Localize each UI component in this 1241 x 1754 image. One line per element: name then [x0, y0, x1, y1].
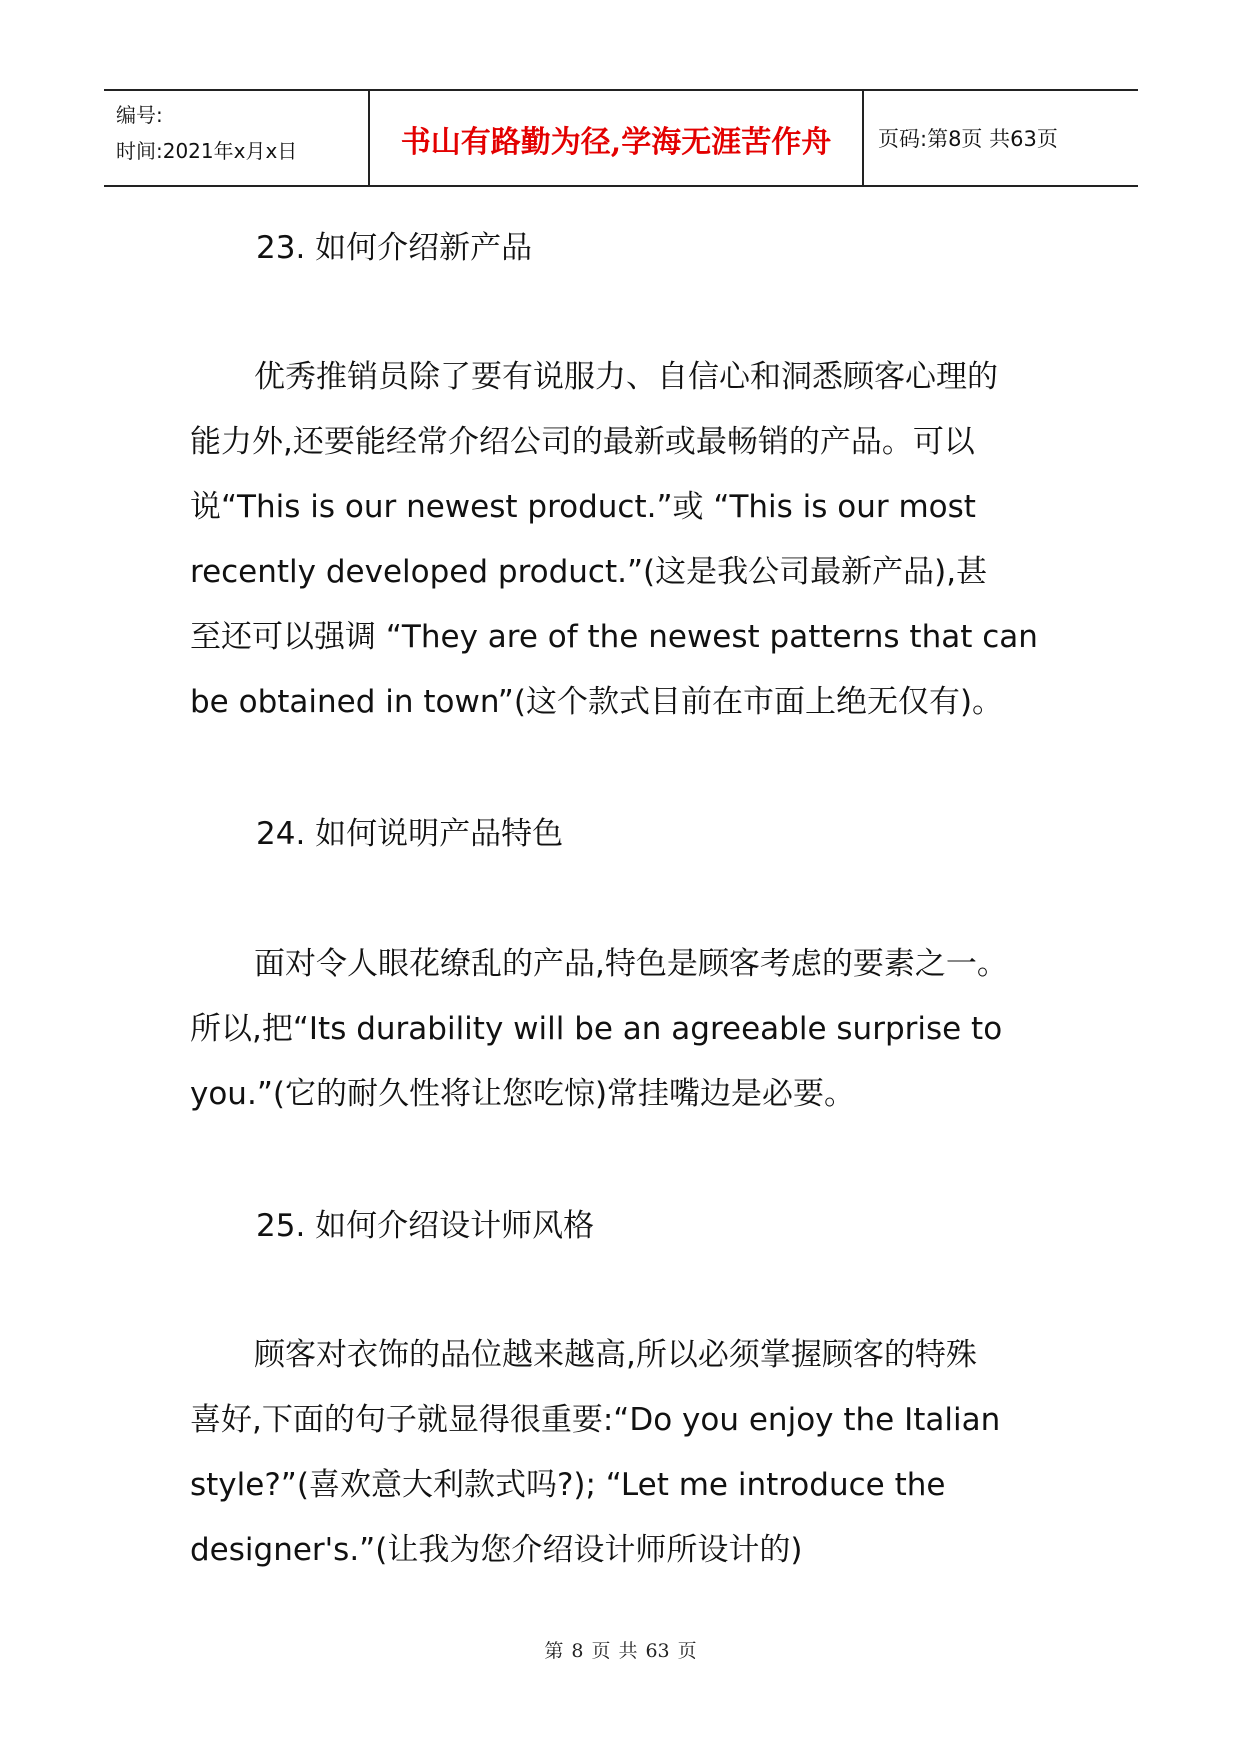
- paragraph-line: 至还可以强调 “They are of the newest patterns that can: [190, 619, 1038, 655]
- footer-total-unit: 页: [677, 1640, 697, 1662]
- paragraph-line: 顾客对衣饰的品位越来越高,所以必须掌握顾客的特殊: [254, 1337, 977, 1373]
- date-text: 时间:2021年x月x日: [116, 139, 298, 163]
- paragraph-line: you.”(它的耐久性将让您吃惊)常挂嘴边是必要。: [190, 1076, 856, 1112]
- section-heading-25: 25. 如何介绍设计师风格: [256, 1208, 595, 1244]
- section-body-23: [190, 345, 1090, 735]
- footer-total-word: 共: [618, 1640, 638, 1662]
- paragraph-line: 说“This is our newest product.”或 “This is our most: [190, 489, 976, 525]
- header-meta-cell: [104, 91, 370, 185]
- header-page-cell: [864, 91, 1138, 185]
- paragraph-line: 能力外,还要能经常介绍公司的最新或最畅销的产品。可以: [190, 424, 975, 460]
- paragraph-line: 面对令人眼花缭乱的产品,特色是顾客考虑的要素之一。: [254, 946, 1008, 982]
- page-footer: [0, 1636, 1241, 1663]
- footer-page-unit: 页: [591, 1640, 611, 1662]
- paragraph-line: 所以,把“Its durability will be an agreeable surprise to: [190, 1011, 1003, 1047]
- footer-total-pages: 63: [645, 1640, 670, 1662]
- section-heading-23: 23. 如何介绍新产品: [256, 230, 533, 266]
- motto-text: 书山有路勤为径,学海无涯苦作舟: [400, 125, 832, 160]
- paragraph-line: designer's.”(让我为您介绍设计师所设计的): [190, 1532, 803, 1568]
- serial-number-label: 编号:: [116, 103, 163, 127]
- section-body-25: [190, 1323, 1090, 1583]
- paragraph-line: 喜好,下面的句子就显得很重要:“Do you enjoy the Italian: [190, 1402, 1001, 1438]
- paragraph-line: style?”(喜欢意大利款式吗?); “Let me introduce the: [190, 1467, 946, 1503]
- paragraph-line: 优秀推销员除了要有说服力、自信心和洞悉顾客心理的: [254, 359, 998, 395]
- document-header: [104, 89, 1138, 187]
- header-motto-cell: [370, 91, 864, 185]
- footer-page-number: 8: [571, 1640, 584, 1662]
- page-code: 页码:第8页 共63页: [878, 127, 1058, 151]
- section-body-24: [190, 932, 1090, 1127]
- footer-page-word: 第: [544, 1640, 564, 1662]
- paragraph-line: recently developed product.”(这是我公司最新产品),甚: [190, 554, 988, 590]
- paragraph-line: be obtained in town”(这个款式目前在市面上绝无仅有)。: [190, 684, 1004, 720]
- section-heading-24: 24. 如何说明产品特色: [256, 816, 564, 852]
